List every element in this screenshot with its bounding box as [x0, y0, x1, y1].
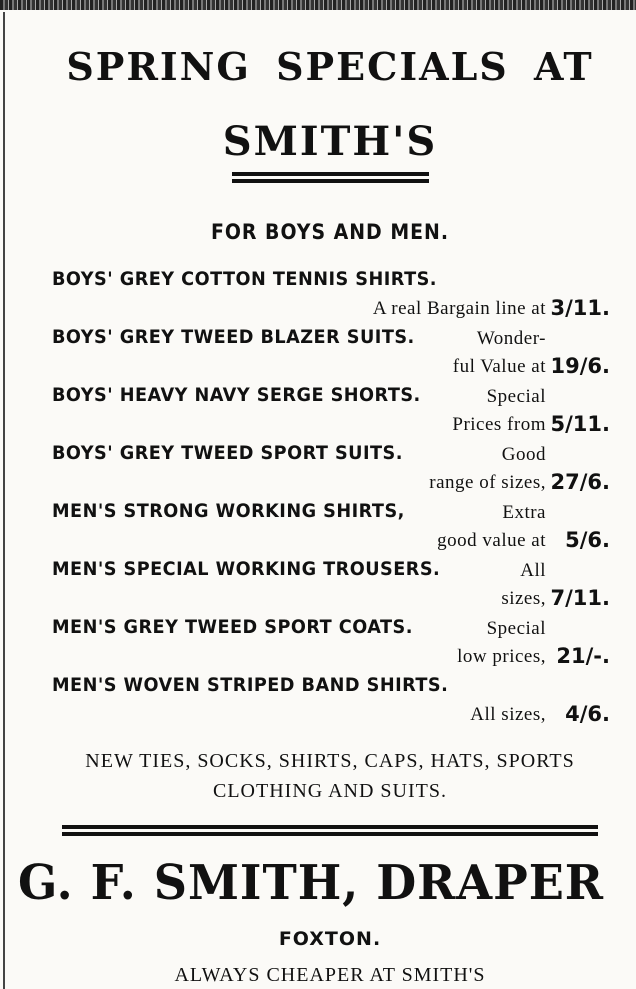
item-price: 27/6.	[550, 470, 610, 494]
item-description: Prices from	[452, 414, 546, 435]
extras-line-2: CLOTHING AND SUITS.	[213, 780, 447, 802]
slogan: ALWAYS CHEAPER AT SMITH'S	[174, 964, 486, 986]
item-description: good value at	[437, 530, 546, 551]
item-description: A real Bargain line at	[372, 298, 546, 319]
item-title: MEN'S GREY TWEED SPORT COATS.	[52, 616, 413, 638]
item-title: BOYS' GREY TWEED BLAZER SUITS.	[52, 326, 415, 348]
extras-line-1: NEW TIES, SOCKS, SHIRTS, CAPS, HATS, SPORTS	[85, 750, 575, 772]
list-item	[52, 384, 612, 442]
item-description: ful Value at	[452, 356, 546, 377]
item-price: 21/-.	[556, 644, 610, 668]
item-title: BOYS' HEAVY NAVY SERGE SHORTS.	[52, 384, 421, 406]
store-name: SMITH'S	[222, 118, 438, 165]
item-price: 5/6.	[565, 528, 610, 552]
item-description: All sizes,	[470, 704, 546, 725]
item-price: 19/6.	[550, 354, 610, 378]
item-note: All	[520, 560, 546, 581]
item-description: low prices,	[457, 646, 546, 667]
list-item	[52, 500, 612, 558]
headline-double-rule	[232, 172, 429, 186]
item-description: sizes,	[501, 588, 546, 609]
list-item	[52, 558, 612, 616]
item-note: Good	[501, 444, 546, 465]
item-price: 3/11.	[550, 296, 610, 320]
item-title: MEN'S STRONG WORKING SHIRTS,	[52, 500, 405, 522]
item-note: Extra	[502, 502, 546, 523]
item-title: BOYS' GREY COTTON TENNIS SHIRTS.	[52, 268, 437, 290]
headline: SPRING SPECIALS AT	[66, 44, 594, 89]
footer-double-rule	[62, 825, 598, 839]
business-name: G. F. SMITH, DRAPER	[18, 855, 605, 911]
item-title: BOYS' GREY TWEED SPORT SUITS.	[52, 442, 403, 464]
list-item	[52, 442, 612, 500]
subheading: FOR BOYS AND MEN.	[210, 220, 450, 244]
list-item	[52, 268, 612, 326]
item-list	[52, 268, 612, 732]
town-name: FOXTON.	[278, 928, 382, 950]
item-price: 4/6.	[565, 702, 610, 726]
top-border-rule	[0, 0, 636, 10]
item-description: range of sizes,	[429, 472, 546, 493]
item-price: 5/11.	[550, 412, 610, 436]
list-item	[52, 326, 612, 384]
item-title: MEN'S WOVEN STRIPED BAND SHIRTS.	[52, 674, 449, 696]
item-note: Special	[486, 386, 546, 407]
item-note: Special	[486, 618, 546, 639]
item-note: Wonder-	[476, 328, 546, 349]
item-price: 7/11.	[550, 586, 610, 610]
list-item	[52, 616, 612, 674]
list-item	[52, 674, 612, 732]
item-title: MEN'S SPECIAL WORKING TROUSERS.	[52, 558, 441, 580]
